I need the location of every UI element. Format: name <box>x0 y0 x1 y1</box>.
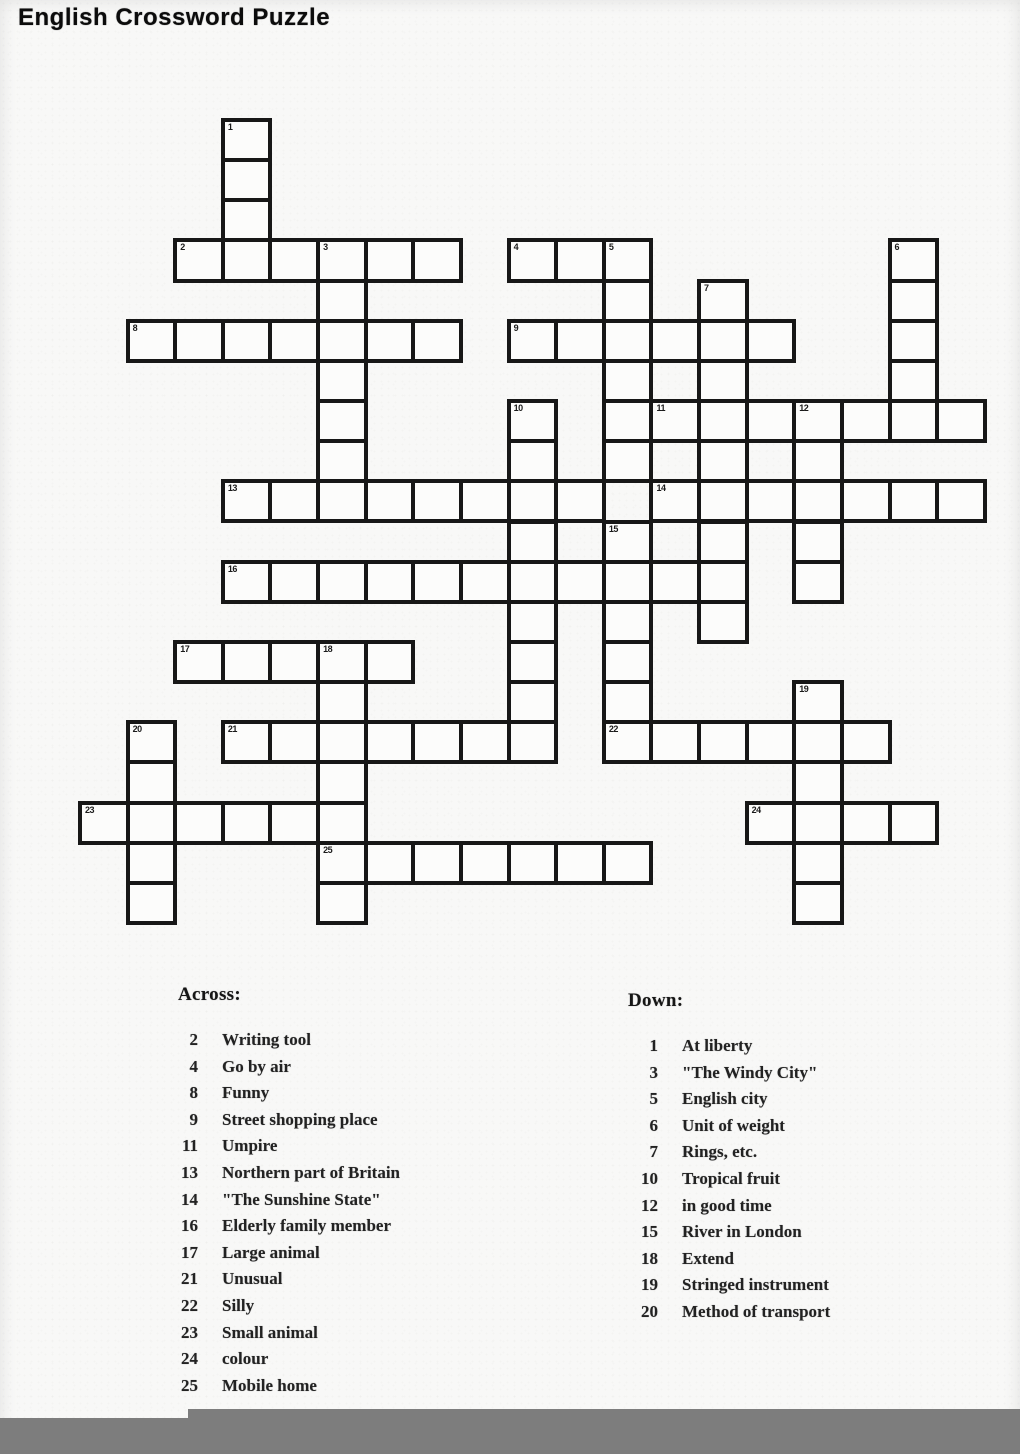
grid-cell[interactable] <box>509 642 557 682</box>
clue-item <box>178 1136 558 1163</box>
grid-cell[interactable] <box>223 562 271 602</box>
grid-cell[interactable] <box>318 883 366 923</box>
grid-cell[interactable] <box>461 843 509 883</box>
clue-text: Extend <box>682 1248 734 1268</box>
grid-cell[interactable] <box>794 722 842 762</box>
grid-cell[interactable] <box>413 240 461 280</box>
grid-cell[interactable] <box>604 361 652 401</box>
clue-text: Unusual <box>222 1269 283 1289</box>
grid-cell[interactable] <box>699 562 747 602</box>
cell-number: 6 <box>894 242 900 253</box>
grid-cell[interactable] <box>890 281 938 321</box>
down-clues-list <box>628 1036 1008 1329</box>
grid-cell[interactable] <box>699 321 747 361</box>
grid-cell[interactable] <box>794 481 842 521</box>
grid-cell[interactable] <box>794 441 842 481</box>
grid-cell[interactable] <box>461 722 509 762</box>
cell-number: 7 <box>704 282 709 293</box>
grid-cell[interactable] <box>223 200 271 240</box>
grid-cell[interactable] <box>699 401 747 441</box>
clue-number: 24 <box>181 1349 198 1369</box>
clue-text: Go by air <box>222 1056 291 1076</box>
grid-cell[interactable] <box>366 562 414 602</box>
clue-text: Method of transport <box>682 1301 831 1321</box>
cell-number: 4 <box>513 242 519 253</box>
clue-number: 13 <box>181 1162 198 1182</box>
grid-cell[interactable] <box>556 240 604 280</box>
clue-text: Rings, etc. <box>682 1142 758 1162</box>
grid-cell[interactable] <box>604 240 652 280</box>
clue-item <box>628 1275 1008 1302</box>
grid-cell[interactable] <box>604 321 652 361</box>
grid-cell[interactable] <box>556 843 604 883</box>
grid-cell[interactable] <box>223 722 271 762</box>
clue-text: Large animal <box>222 1242 320 1262</box>
clue-text: Writing tool <box>222 1030 311 1049</box>
cell-number: 22 <box>608 724 618 735</box>
grid-cell[interactable] <box>270 321 318 361</box>
across-clues-header: Across: <box>178 984 241 1005</box>
clue-text: Elderly family member <box>222 1216 392 1236</box>
clue-number: 17 <box>181 1242 198 1262</box>
grid-cell[interactable] <box>270 722 318 762</box>
clue-item <box>628 1249 1008 1276</box>
clue-text: Stringed instrument <box>682 1275 829 1295</box>
grid-cell[interactable] <box>128 883 176 923</box>
grid-cell[interactable] <box>651 562 699 602</box>
grid-cell[interactable] <box>270 240 318 280</box>
clue-number: 5 <box>649 1089 658 1109</box>
grid-cell[interactable] <box>604 682 652 722</box>
grid-cell[interactable] <box>461 562 509 602</box>
grid-cell[interactable] <box>175 240 223 280</box>
clue-item <box>178 1110 558 1137</box>
grid-cell[interactable] <box>366 642 414 682</box>
grid-cell[interactable] <box>604 401 652 441</box>
clue-text: Northern part of Britain <box>222 1162 401 1182</box>
clue-item <box>178 1323 558 1350</box>
grid-cell[interactable] <box>366 481 414 521</box>
grid-cell[interactable] <box>509 562 557 602</box>
grid-cell[interactable] <box>318 803 366 843</box>
grid-cell[interactable] <box>128 762 176 802</box>
grid-cell[interactable] <box>556 562 604 602</box>
grid-cell[interactable] <box>509 441 557 481</box>
clue-number: 1 <box>649 1036 658 1055</box>
grid-cell[interactable] <box>318 321 366 361</box>
grid-cell[interactable] <box>128 321 176 361</box>
cell-number: 16 <box>227 563 237 574</box>
grid-cell[interactable] <box>651 722 699 762</box>
clue-text: "The Windy City" <box>682 1062 818 1082</box>
grid-cell[interactable] <box>794 682 842 722</box>
grid-cell[interactable] <box>80 803 128 843</box>
grid-cell[interactable] <box>509 522 557 562</box>
clue-text: "The Sunshine State" <box>222 1189 381 1209</box>
clue-text: in good time <box>682 1195 772 1215</box>
clue-number: 8 <box>189 1083 198 1103</box>
grid-cell[interactable] <box>842 401 890 441</box>
grid-cell[interactable] <box>604 722 652 762</box>
grid-cell[interactable] <box>604 642 652 682</box>
cell-number: 10 <box>513 403 523 414</box>
grid-cell[interactable] <box>223 120 271 160</box>
clue-number: 6 <box>649 1115 658 1135</box>
clue-number: 7 <box>649 1142 658 1162</box>
grid-cell[interactable] <box>699 441 747 481</box>
grid-cell[interactable] <box>223 642 271 682</box>
grid-cell[interactable] <box>128 803 176 843</box>
clue-text: English city <box>682 1089 768 1109</box>
grid-cell[interactable] <box>318 401 366 441</box>
cell-number: 20 <box>132 724 142 735</box>
grid-cell[interactable] <box>509 240 557 280</box>
clue-text: Mobile home <box>222 1375 317 1395</box>
clue-item <box>178 1243 558 1270</box>
grid-cell[interactable] <box>604 281 652 321</box>
grid-cell[interactable] <box>223 160 271 200</box>
clue-item <box>178 1349 558 1376</box>
grid-cell[interactable] <box>699 602 747 642</box>
grid-cell[interactable] <box>747 803 795 843</box>
grid-cell[interactable] <box>890 361 938 401</box>
cell-number: 21 <box>227 724 237 735</box>
grid-cell[interactable] <box>604 602 652 642</box>
clue-item <box>628 1089 1008 1116</box>
clue-item <box>628 1196 1008 1223</box>
down-clues-section <box>628 990 1008 1329</box>
clue-text: Unit of weight <box>682 1115 785 1135</box>
grid-cell[interactable] <box>223 240 271 280</box>
grid-cell[interactable] <box>509 843 557 883</box>
clue-text: Tropical fruit <box>682 1168 781 1188</box>
clue-item <box>628 1063 1008 1090</box>
across-clues-section <box>178 984 558 1402</box>
grid-cell[interactable] <box>651 321 699 361</box>
clue-text: Funny <box>222 1083 270 1103</box>
grid-cell[interactable] <box>651 481 699 521</box>
grid-cell[interactable] <box>699 481 747 521</box>
clue-text: River in London <box>682 1222 802 1242</box>
cell-number: 13 <box>227 483 237 494</box>
cell-number: 11 <box>656 403 665 414</box>
grid-cell[interactable] <box>461 481 509 521</box>
clue-item <box>628 1116 1008 1143</box>
grid-cell[interactable] <box>842 722 890 762</box>
clue-item <box>178 1296 558 1323</box>
grid-cell[interactable] <box>270 642 318 682</box>
clue-number: 18 <box>641 1248 658 1268</box>
grid-cell[interactable] <box>556 321 604 361</box>
grid-cell[interactable] <box>366 843 414 883</box>
grid-cell[interactable] <box>366 722 414 762</box>
clue-number: 22 <box>181 1295 198 1315</box>
grid-cell[interactable] <box>794 762 842 802</box>
grid-cell[interactable] <box>366 240 414 280</box>
scan-artifact-bar <box>0 1418 1020 1454</box>
grid-cell[interactable] <box>318 843 366 883</box>
clue-number: 4 <box>189 1056 198 1076</box>
grid-cell[interactable] <box>890 321 938 361</box>
grid-cell[interactable] <box>128 722 176 762</box>
clue-text: Street shopping place <box>222 1109 378 1129</box>
clue-number: 3 <box>649 1062 658 1082</box>
grid-cell[interactable] <box>413 562 461 602</box>
clue-item <box>178 1057 558 1084</box>
grid-cell[interactable] <box>270 481 318 521</box>
across-clues-list <box>178 1030 558 1402</box>
clue-item <box>178 1163 558 1190</box>
grid-cell[interactable] <box>794 883 842 923</box>
grid-cell[interactable] <box>747 722 795 762</box>
clue-item <box>628 1142 1008 1169</box>
grid-cell[interactable] <box>509 401 557 441</box>
down-clues-header: Down: <box>628 990 684 1011</box>
clue-item <box>178 1030 558 1057</box>
cell-number: 1 <box>227 122 233 132</box>
grid-cell[interactable] <box>556 481 604 521</box>
grid-cell[interactable] <box>318 361 366 401</box>
clue-text: At liberty <box>682 1036 753 1055</box>
clue-number: 9 <box>189 1109 198 1129</box>
grid-cell[interactable] <box>270 562 318 602</box>
clue-number: 12 <box>641 1195 658 1215</box>
grid-cell[interactable] <box>318 240 366 280</box>
grid-cell[interactable] <box>604 562 652 602</box>
grid-cell[interactable] <box>604 843 652 883</box>
grid-cell[interactable] <box>794 562 842 602</box>
grid-cell[interactable] <box>890 401 938 441</box>
clue-text: Umpire <box>222 1136 278 1156</box>
clue-item <box>628 1222 1008 1249</box>
clue-number: 15 <box>641 1222 658 1242</box>
grid-cell[interactable] <box>413 481 461 521</box>
grid-cell[interactable] <box>747 321 795 361</box>
clue-item <box>628 1302 1008 1329</box>
grid-cell[interactable] <box>175 642 223 682</box>
clue-text: colour <box>222 1349 269 1369</box>
grid-cell[interactable] <box>270 803 318 843</box>
clue-number: 2 <box>189 1030 198 1049</box>
grid-cell[interactable] <box>842 481 890 521</box>
cell-number: 8 <box>132 322 138 333</box>
grid-cell[interactable] <box>175 803 223 843</box>
grid-cell[interactable] <box>604 441 652 481</box>
grid-cell[interactable] <box>699 281 747 321</box>
clue-number: 21 <box>181 1269 198 1289</box>
grid-cell[interactable] <box>413 843 461 883</box>
grid-cell[interactable] <box>223 803 271 843</box>
clue-text: Silly <box>222 1295 255 1315</box>
clue-item <box>178 1376 558 1403</box>
grid-cell[interactable] <box>509 722 557 762</box>
grid-cell[interactable] <box>651 401 699 441</box>
cell-number: 3 <box>323 242 328 253</box>
cell-number: 14 <box>656 483 666 494</box>
grid-cell[interactable] <box>699 361 747 401</box>
grid-cell[interactable] <box>318 762 366 802</box>
grid-cell[interactable] <box>604 522 652 562</box>
grid-cell[interactable] <box>794 803 842 843</box>
cell-number: 19 <box>799 684 809 695</box>
clue-item <box>178 1190 558 1217</box>
grid-cell[interactable] <box>318 481 366 521</box>
grid-cell[interactable] <box>937 401 985 441</box>
grid-cell[interactable] <box>413 321 461 361</box>
grid-cell[interactable] <box>175 321 223 361</box>
page-title: English Crossword Puzzle <box>18 4 331 31</box>
grid-cell[interactable] <box>747 401 795 441</box>
clue-number: 10 <box>641 1168 658 1188</box>
clue-text: Small animal <box>222 1322 318 1342</box>
grid-cell[interactable] <box>794 843 842 883</box>
grid-cell[interactable] <box>318 722 366 762</box>
grid-cell[interactable] <box>509 321 557 361</box>
cell-number: 2 <box>180 242 185 253</box>
cell-number: 25 <box>323 844 333 855</box>
grid-cell[interactable] <box>794 522 842 562</box>
grid-cell[interactable] <box>128 843 176 883</box>
grid-cell[interactable] <box>318 642 366 682</box>
grid-cell[interactable] <box>366 321 414 361</box>
grid-cell[interactable] <box>890 803 938 843</box>
grid-cell[interactable] <box>509 481 557 521</box>
grid-cell[interactable] <box>509 682 557 722</box>
cell-number: 18 <box>323 643 333 654</box>
grid-cell[interactable] <box>794 401 842 441</box>
grid-cell[interactable] <box>318 682 366 722</box>
cell-number: 15 <box>608 523 618 534</box>
grid-cell[interactable] <box>842 803 890 843</box>
clue-item <box>628 1169 1008 1196</box>
grid-cell[interactable] <box>223 481 271 521</box>
clue-number: 14 <box>181 1189 198 1209</box>
grid-cell[interactable] <box>747 481 795 521</box>
grid-cell[interactable] <box>937 481 985 521</box>
clue-number: 11 <box>181 1136 198 1156</box>
grid-cell[interactable] <box>223 321 271 361</box>
cell-number: 12 <box>799 403 809 414</box>
cell-number: 23 <box>85 804 95 815</box>
clue-number: 16 <box>181 1216 198 1236</box>
clue-number: 25 <box>181 1375 198 1395</box>
clue-number: 19 <box>641 1275 658 1295</box>
grid-cell[interactable] <box>413 722 461 762</box>
clue-number: 23 <box>181 1322 198 1342</box>
grid-cell[interactable] <box>890 481 938 521</box>
cell-number: 17 <box>180 643 190 654</box>
cell-number: 5 <box>608 242 614 253</box>
grid-cell[interactable] <box>318 562 366 602</box>
clue-item <box>178 1216 558 1243</box>
grid-cell[interactable] <box>890 240 938 280</box>
grid-cell[interactable] <box>509 602 557 642</box>
clue-item <box>628 1036 1008 1063</box>
grid-cell[interactable] <box>318 281 366 321</box>
grid-cell[interactable] <box>699 522 747 562</box>
clue-number: 20 <box>641 1301 658 1321</box>
grid-cell[interactable] <box>318 441 366 481</box>
grid-cell[interactable] <box>699 722 747 762</box>
cell-number: 9 <box>513 322 519 333</box>
clue-item <box>178 1083 558 1110</box>
clue-item <box>178 1269 558 1296</box>
cell-number: 24 <box>751 804 761 815</box>
